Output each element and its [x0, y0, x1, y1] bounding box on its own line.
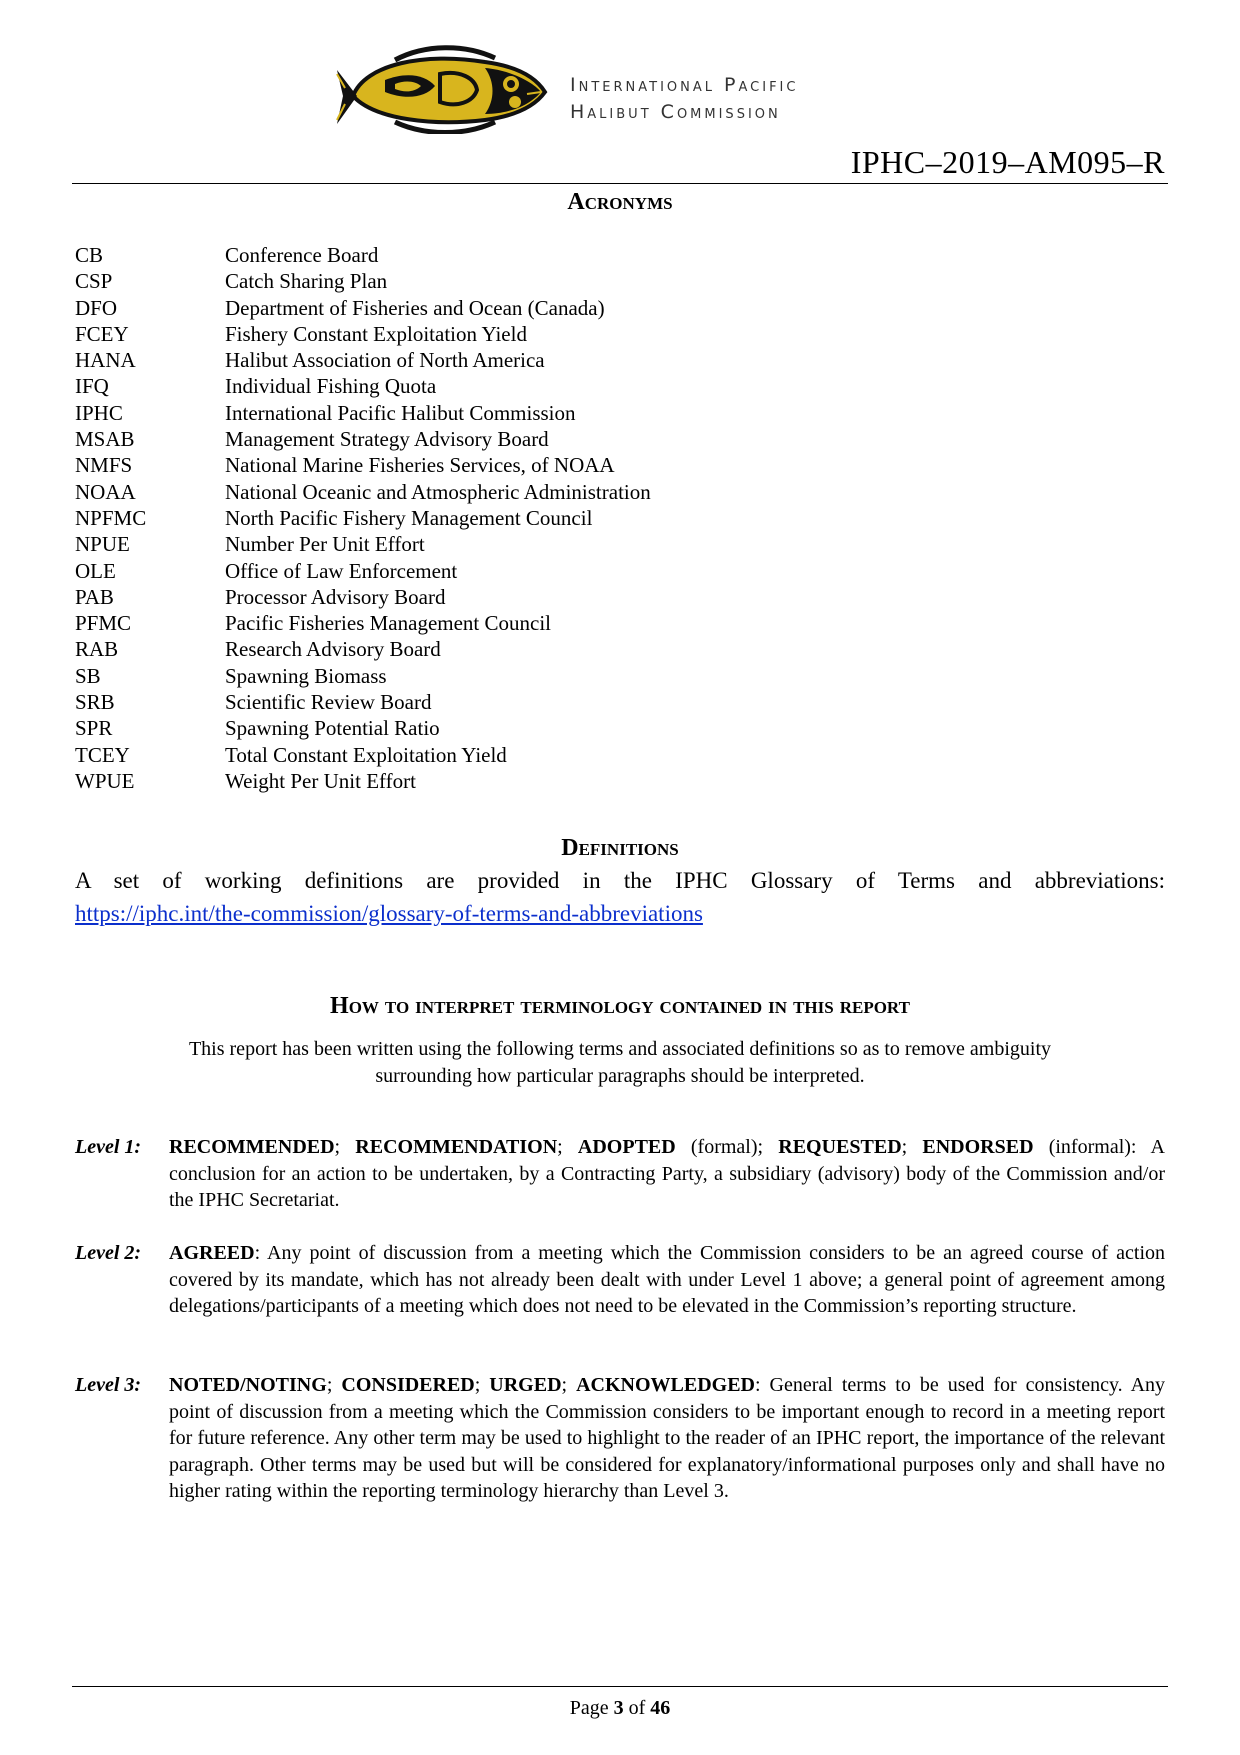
level-2-body: [169, 1240, 1165, 1320]
intro-line1: This report has been written using the following terms and associated definitions so as to remove ambiguity: [188, 1038, 1052, 1060]
acronym-row: [75, 558, 775, 584]
acronym-row: [75, 768, 775, 794]
definitions-text: A set of working definitions are provided in the IPHC Glossary of Terms and abbreviations:: [75, 868, 1165, 893]
acronym-code: CB: [75, 243, 104, 267]
level-3-keyword: CONSIDERED: [341, 1374, 475, 1396]
level-3-keyword: ACKNOWLEDGED: [576, 1374, 755, 1396]
level-3-keyword: NOTED/NOTING: [169, 1374, 327, 1396]
acronym-code: SPR: [75, 716, 113, 741]
acronym-code: PFMC: [75, 611, 132, 636]
acronym-description: Scientific Review Board: [225, 690, 432, 715]
acronym-code: SB: [75, 663, 101, 688]
acronym-description: Pacific Fisheries Management Council: [225, 611, 552, 636]
acronym-description: Research Advisory Board: [225, 637, 441, 662]
definitions-heading: Definitions: [561, 835, 679, 861]
definitions-link-wrap: [75, 897, 1165, 930]
acronym-description: Weight Per Unit Effort: [225, 768, 416, 793]
level-2-entry: [75, 1240, 1165, 1320]
page-total: 46: [650, 1697, 671, 1719]
glossary-link[interactable]: https://iphc.int/the-commission/glossary-of-terms-and-abbreviations: [75, 901, 703, 926]
acronym-code: PAB: [75, 584, 114, 609]
footer-rule: [72, 1686, 1168, 1687]
halibut-logo-icon: [335, 44, 555, 134]
of-word: of: [623, 1697, 651, 1719]
org-name-line1: International Pacific: [570, 74, 799, 96]
page-number: 3: [613, 1697, 624, 1719]
acronym-description: Conference Board: [225, 243, 379, 267]
acronym-row: [75, 426, 775, 452]
level-1-separator: (formal);: [675, 1136, 779, 1158]
org-name-line2: Halibut Commission: [570, 101, 781, 123]
level-3-separator: ;: [326, 1374, 342, 1396]
acronym-row: [75, 663, 775, 689]
level-2-text: : Any point of discussion from a meeting which the Commission considers to be an agreed course of action covered by its mandate, which has not already been dealt with under Level 1 above; a general point of agreement among delegations/participants of a meeting which does not need to be elevated in the Commission’s reporting structure.: [169, 1242, 1165, 1317]
acronym-description: National Marine Fisheries Services, of NOAA: [225, 453, 615, 478]
level-1-separator: ;: [557, 1136, 578, 1158]
acronym-row: [75, 531, 775, 557]
level-3-separator: ;: [561, 1374, 577, 1396]
acronym-description: Spawning Biomass: [225, 663, 387, 688]
acronym-row: [75, 689, 775, 715]
level-1-body: [169, 1134, 1165, 1214]
acronym-row: [75, 479, 775, 505]
acronym-row: [75, 321, 775, 347]
level-3-keyword: URGED: [489, 1374, 562, 1396]
acronym-description: Number Per Unit Effort: [225, 532, 425, 557]
level-1-keyword: ENDORSED: [922, 1136, 1034, 1158]
acronym-description: International Pacific Halibut Commission: [225, 400, 576, 425]
acronym-description: Total Constant Exploitation Yield: [225, 742, 507, 767]
page-footer: [0, 1697, 1240, 1720]
acronym-code: NPUE: [75, 532, 130, 557]
acronyms-heading: Acronyms: [567, 189, 673, 215]
terminology-intro: [100, 1036, 1140, 1090]
level-1-separator: ;: [901, 1136, 923, 1158]
acronym-row: [75, 242, 775, 268]
level-3-body: [169, 1372, 1165, 1505]
acronym-code: RAB: [75, 637, 119, 662]
acronym-row: [75, 268, 775, 294]
acronym-description: Department of Fisheries and Ocean (Canada): [225, 295, 605, 320]
level-3-text: : General terms to be used for consistency. Any point of discussion from a meeting which the Commission considers to be important enough to record in a meeting report for future reference. Any other term may be used to highlight to the reader of an IPHC report, the importance of the relevant paragraph. Other terms may be used but will be considered for explanatory/informational purposes only and shall have no higher rating within the reporting terminology hierarchy than Level 3.: [169, 1374, 1166, 1502]
level-1-keyword: ADOPTED: [577, 1136, 676, 1158]
acronym-description: Catch Sharing Plan: [225, 269, 388, 294]
acronym-row: [75, 452, 775, 478]
acronym-code: NOAA: [75, 479, 136, 504]
acronym-row: [75, 373, 775, 399]
acronym-code: WPUE: [75, 768, 135, 793]
acronym-row: [75, 295, 775, 321]
acronym-row: [75, 347, 775, 373]
acronym-description: Halibut Association of North America: [225, 348, 545, 373]
acronym-code: FCEY: [75, 321, 129, 346]
acronym-list: [75, 242, 775, 794]
acronym-code: OLE: [75, 558, 116, 583]
acronym-description: National Oceanic and Atmospheric Administration: [225, 479, 651, 504]
level-2-label: Level 2:: [75, 1242, 142, 1264]
level-1-keyword: REQUESTED: [778, 1136, 902, 1158]
level-3-entry: [75, 1372, 1165, 1505]
acronym-code: NMFS: [75, 453, 133, 478]
acronym-description: Spawning Potential Ratio: [225, 716, 440, 741]
acronym-description: Management Strategy Advisory Board: [225, 427, 549, 452]
acronym-code: MSAB: [75, 427, 135, 452]
intro-line2: surrounding how particular paragraphs should be interpreted.: [375, 1065, 865, 1087]
acronym-row: [75, 584, 775, 610]
acronym-row: [75, 742, 775, 768]
level-1-entry: [75, 1134, 1165, 1214]
level-3-label: Level 3:: [75, 1374, 142, 1396]
level-1-text: (informal): A conclusion for an action to be undertaken, by a Contracting Party, a subsidiary (advisory) body of the Commission and/or the IPHC Secretariat.: [169, 1136, 1165, 1211]
acronym-code: CSP: [75, 269, 113, 294]
acronym-description: Processor Advisory Board: [225, 584, 446, 609]
acronym-description: North Pacific Fishery Management Council: [225, 505, 593, 530]
organization-name: [570, 72, 798, 126]
acronym-description: Office of Law Enforcement: [225, 558, 458, 583]
level-1-separator: ;: [334, 1136, 356, 1158]
acronym-row: [75, 610, 775, 636]
acronym-description: Individual Fishing Quota: [225, 374, 437, 399]
level-1-label: Level 1:: [75, 1136, 142, 1158]
acronym-row: [75, 505, 775, 531]
level-1-keyword: RECOMMENDED: [169, 1136, 335, 1158]
page-word: Page: [569, 1697, 614, 1719]
acronym-code: DFO: [75, 295, 118, 320]
level-2-keyword: AGREED: [169, 1242, 255, 1264]
acronym-row: [75, 636, 775, 662]
acronym-code: TCEY: [75, 742, 130, 767]
acronym-description: Fishery Constant Exploitation Yield: [225, 321, 527, 346]
acronym-code: IPHC: [75, 400, 123, 425]
acronym-code: IFQ: [75, 374, 109, 399]
acronym-row: [75, 400, 775, 426]
level-1-keyword: RECOMMENDATION: [355, 1136, 558, 1158]
level-3-separator: ;: [474, 1374, 490, 1396]
acronym-code: HANA: [75, 348, 136, 373]
acronym-code: NPFMC: [75, 505, 147, 530]
header-rule: [72, 183, 1168, 184]
acronym-row: [75, 715, 775, 741]
document-id: IPHC–2019–AM095–R: [850, 144, 1165, 180]
acronym-code: SRB: [75, 690, 115, 715]
terminology-heading: How to interpret terminology contained in this report: [330, 993, 910, 1019]
